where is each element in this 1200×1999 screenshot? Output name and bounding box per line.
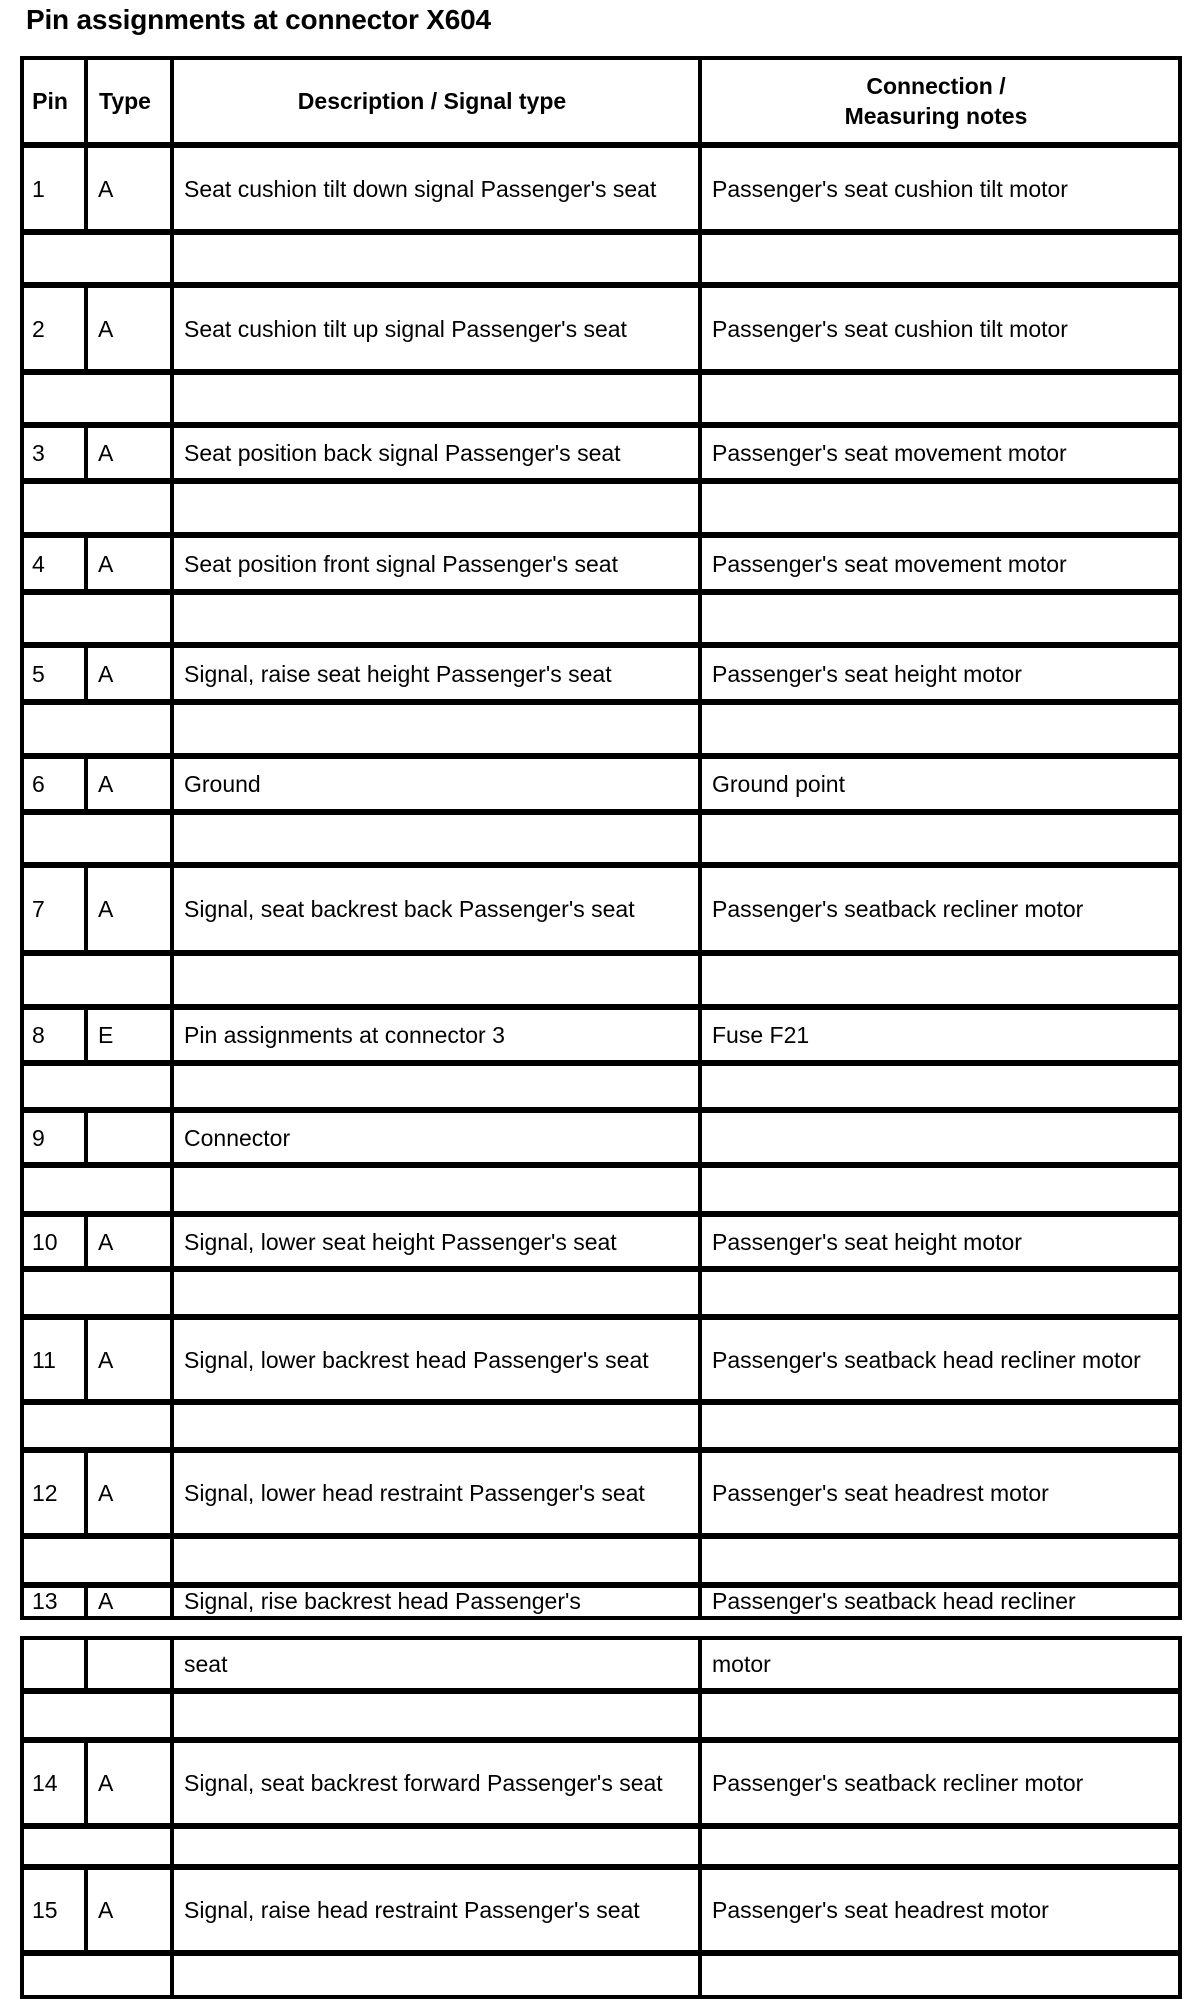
spacer-row-col-rule	[20, 371, 24, 426]
pin-cell: 13	[32, 1588, 58, 1614]
spacer-row-top-rule	[20, 1825, 1182, 1829]
spacer-row-bottom-rule	[20, 1995, 1182, 1999]
description-cell: Seat cushion tilt down signal Passenger's seat	[184, 175, 657, 202]
spacer-row-bottom-rule	[20, 1447, 1182, 1451]
table-row-col-rule	[1178, 1109, 1182, 1166]
pin-cell: 11	[32, 1346, 56, 1373]
spacer-row-top-rule	[20, 701, 1182, 705]
table-row-col-rule	[1178, 1866, 1182, 1954]
spacer-row-bottom-rule	[20, 642, 1182, 646]
spacer-row-col-rule	[20, 1690, 24, 1741]
table-row-col-rule	[1178, 144, 1182, 233]
table-row-bottom-rule	[20, 1616, 1182, 1620]
header-type: Type	[99, 88, 151, 114]
spacer-row-col-rule	[698, 701, 702, 757]
spacer-row-col-rule	[698, 1952, 702, 1999]
spacer-row-col-rule	[1178, 480, 1182, 536]
table-row-col-rule	[1178, 1636, 1182, 1692]
connection-cell: Passenger's seat headrest motor	[712, 1897, 1049, 1923]
spacer-row-bottom-rule	[20, 532, 1182, 536]
spacer-row-top-rule	[20, 591, 1182, 595]
pin-cell: 6	[32, 771, 45, 797]
description-cell: Signal, rise backrest head Passenger's	[184, 1588, 581, 1614]
type-cell: E	[98, 1022, 114, 1048]
spacer-row-col-rule	[698, 480, 702, 536]
description-cell: Ground	[184, 771, 261, 797]
spacer-row-col-rule	[1178, 1690, 1182, 1741]
spacer-row-top-rule	[20, 1268, 1182, 1272]
spacer-row-col-rule	[1178, 1825, 1182, 1868]
header-row-col-rule	[1178, 56, 1182, 146]
header-pin: Pin	[32, 88, 68, 114]
connection-cell: Passenger's seat height motor	[712, 1228, 1022, 1255]
table-row-col-rule	[1178, 1739, 1182, 1827]
connection-cell: Ground point	[712, 771, 845, 797]
spacer-row-top-rule	[20, 1401, 1182, 1405]
description-cell: Seat position back signal Passenger's seat	[184, 440, 621, 466]
pin-cell	[24, 1640, 84, 1688]
spacer-row-top-rule	[20, 811, 1182, 815]
table-row-col-rule	[1178, 284, 1182, 373]
spacer-row-col-rule	[698, 591, 702, 646]
connection-cell: Passenger's seat cushion tilt motor	[712, 315, 1068, 342]
table-row-col-rule	[1178, 644, 1182, 703]
spacer-row-col-rule	[1178, 591, 1182, 646]
spacer-row-col-rule	[698, 1535, 702, 1586]
spacer-row-col-rule	[1178, 1535, 1182, 1586]
connection-cell: Fuse F21	[712, 1022, 810, 1048]
pin-cell: 9	[32, 1124, 45, 1151]
spacer-row-col-rule	[698, 1164, 702, 1215]
spacer-row-col-rule	[170, 371, 174, 426]
pin-cell: 3	[32, 440, 45, 466]
spacer-row-col-rule	[20, 1825, 24, 1868]
spacer-row-top-rule	[20, 1952, 1182, 1956]
spacer-row-bottom-rule	[20, 1582, 1182, 1586]
pin-cell: 15	[32, 1897, 58, 1923]
spacer-row-col-rule	[698, 371, 702, 426]
spacer-row-col-rule	[1178, 231, 1182, 286]
spacer-row-col-rule	[1178, 371, 1182, 426]
table-row-col-rule	[1178, 1584, 1182, 1620]
spacer-row-top-rule	[20, 371, 1182, 375]
spacer-row-col-rule	[170, 231, 174, 286]
spacer-row-bottom-rule	[20, 1107, 1182, 1111]
spacer-row-bottom-rule	[20, 1004, 1182, 1008]
spacer-row-col-rule	[698, 952, 702, 1008]
pin-cell: 8	[32, 1022, 45, 1048]
description-cell: Signal, seat backrest forward Passenger's seat	[184, 1770, 663, 1796]
spacer-row-col-rule	[698, 1062, 702, 1111]
spacer-row-col-rule	[698, 231, 702, 286]
page-title: Pin assignments at connector X604	[26, 4, 491, 35]
type-cell: A	[98, 440, 114, 466]
type-cell: A	[98, 1228, 114, 1255]
spacer-row-col-rule	[170, 1401, 174, 1451]
header-description: Description / Signal type	[297, 88, 567, 114]
description-cell: Signal, raise head restraint Passenger's seat	[184, 1897, 640, 1923]
type-cell: A	[98, 1770, 114, 1796]
spacer-row-col-rule	[170, 1268, 174, 1318]
table-row-col-rule	[1178, 534, 1182, 593]
type-cell: A	[98, 1480, 114, 1506]
pin-cell: 4	[32, 550, 45, 577]
type-cell: A	[98, 771, 114, 797]
spacer-row-col-rule	[698, 811, 702, 866]
spacer-row-top-rule	[20, 1164, 1182, 1168]
pin-cell: 14	[32, 1770, 58, 1796]
connection-cell: Passenger's seatback recliner motor	[712, 896, 1084, 922]
spacer-row-col-rule	[20, 1535, 24, 1586]
spacer-row-col-rule	[20, 1268, 24, 1318]
connection-cell: Passenger's seat movement motor	[712, 440, 1067, 466]
description-cell: Signal, lower head restraint Passenger's seat	[184, 1480, 645, 1506]
table-row-col-rule	[1178, 1316, 1182, 1403]
spacer-row-col-rule	[20, 701, 24, 757]
pin-cell: 12	[32, 1480, 58, 1506]
description-cell: Pin assignments at connector 3	[184, 1022, 505, 1048]
spacer-row-col-rule	[20, 591, 24, 646]
spacer-row-col-rule	[170, 480, 174, 536]
spacer-row-bottom-rule	[20, 1211, 1182, 1215]
spacer-row-col-rule	[1178, 1401, 1182, 1451]
type-cell: A	[98, 1346, 114, 1373]
pin-cell: 2	[32, 315, 45, 342]
spacer-row-col-rule	[170, 1952, 174, 1999]
spacer-row-bottom-rule	[20, 422, 1182, 426]
type-cell: A	[98, 175, 114, 202]
pin-cell: 10	[32, 1228, 58, 1255]
table-row-col-rule	[1178, 1006, 1182, 1064]
table-row-col-rule	[1178, 864, 1182, 954]
spacer-row-col-rule	[20, 1164, 24, 1215]
spacer-row-top-rule	[20, 952, 1182, 956]
spacer-row-col-rule	[170, 701, 174, 757]
connection-cell: motor	[712, 1651, 771, 1677]
description-cell: Connector	[184, 1124, 291, 1151]
spacer-row-col-rule	[20, 1952, 24, 1999]
type-cell: A	[98, 660, 114, 687]
connection-cell: Passenger's seat headrest motor	[712, 1480, 1049, 1506]
connection-cell: Passenger's seatback recliner motor	[712, 1770, 1084, 1796]
spacer-row-col-rule	[1178, 1268, 1182, 1318]
spacer-row-col-rule	[20, 952, 24, 1008]
spacer-row-bottom-rule	[20, 862, 1182, 866]
pin-cell: 7	[32, 896, 45, 922]
description-cell: seat	[184, 1651, 228, 1677]
connection-cell: Passenger's seatback head recliner	[712, 1588, 1076, 1614]
spacer-row-col-rule	[170, 1062, 174, 1111]
spacer-row-col-rule	[698, 1268, 702, 1318]
spacer-row-col-rule	[698, 1825, 702, 1868]
spacer-row-top-rule	[20, 231, 1182, 235]
spacer-row-col-rule	[1178, 1164, 1182, 1215]
description-cell: Signal, raise seat height Passenger's seat	[184, 660, 612, 687]
header-connection: Connection / Measuring notes	[844, 73, 1028, 129]
connection-cell: Passenger's seat height motor	[712, 660, 1022, 687]
spacer-row-col-rule	[170, 1164, 174, 1215]
connection-cell: Passenger's seat cushion tilt motor	[712, 175, 1068, 202]
spacer-row-col-rule	[170, 952, 174, 1008]
description-cell: Signal, lower backrest head Passenger's seat	[184, 1346, 649, 1373]
pin-cell: 1	[32, 175, 45, 202]
spacer-row-col-rule	[20, 1062, 24, 1111]
spacer-row-bottom-rule	[20, 1864, 1182, 1868]
spacer-row-col-rule	[1178, 1952, 1182, 1999]
spacer-row-col-rule	[20, 480, 24, 536]
type-cell: A	[98, 896, 114, 922]
type-cell: A	[98, 550, 114, 577]
spacer-row-col-rule	[170, 591, 174, 646]
pin-cell: 5	[32, 660, 45, 687]
description-cell: Seat cushion tilt up signal Passenger's seat	[184, 315, 627, 342]
spacer-row-top-rule	[20, 480, 1182, 484]
spacer-row-bottom-rule	[20, 282, 1182, 286]
table-row-col-rule	[1178, 424, 1182, 482]
spacer-row-col-rule	[20, 1401, 24, 1451]
spacer-row-bottom-rule	[20, 753, 1182, 757]
spacer-row-top-rule	[20, 1062, 1182, 1066]
description-cell: Signal, lower seat height Passenger's seat	[184, 1228, 617, 1255]
table-row-col-rule	[1178, 1213, 1182, 1270]
connection-cell	[702, 1113, 1178, 1162]
spacer-row-col-rule	[1178, 1062, 1182, 1111]
spacer-row-col-rule	[170, 1690, 174, 1741]
spacer-row-col-rule	[170, 1825, 174, 1868]
spacer-row-col-rule	[698, 1690, 702, 1741]
spacer-row-top-rule	[20, 1690, 1182, 1694]
spacer-row-col-rule	[698, 1401, 702, 1451]
spacer-row-col-rule	[170, 811, 174, 866]
table-row-col-rule	[1178, 755, 1182, 813]
description-cell: Seat position front signal Passenger's seat	[184, 550, 618, 577]
spacer-row-col-rule	[1178, 701, 1182, 757]
type-cell: A	[98, 315, 114, 342]
spacer-row-col-rule	[170, 1535, 174, 1586]
type-cell	[88, 1640, 170, 1688]
spacer-row-col-rule	[20, 231, 24, 286]
spacer-row-col-rule	[1178, 811, 1182, 866]
spacer-row-bottom-rule	[20, 1314, 1182, 1318]
spacer-row-col-rule	[1178, 952, 1182, 1008]
connection-cell: Passenger's seatback head recliner motor	[712, 1346, 1141, 1373]
table-row-col-rule	[1178, 1449, 1182, 1537]
connection-cell: Passenger's seat movement motor	[712, 550, 1067, 577]
spacer-row-top-rule	[20, 1535, 1182, 1539]
spacer-row-bottom-rule	[20, 1737, 1182, 1741]
type-cell: A	[98, 1588, 114, 1614]
spacer-row-col-rule	[20, 811, 24, 866]
type-cell: A	[98, 1897, 114, 1923]
type-cell	[88, 1113, 170, 1162]
description-cell: Signal, seat backrest back Passenger's seat	[184, 896, 635, 922]
